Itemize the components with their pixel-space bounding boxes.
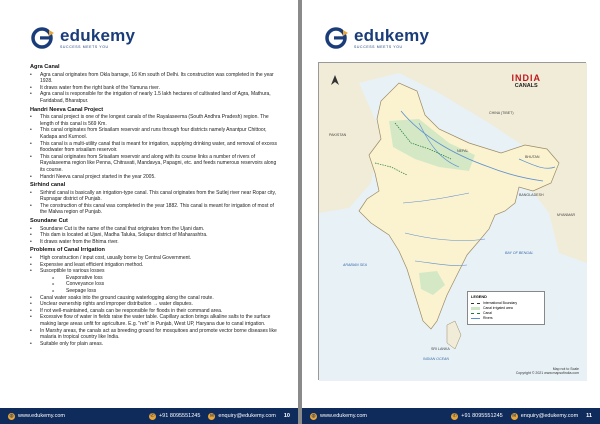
footer-email[interactable] (511, 413, 578, 420)
list-item: • This canal originates from Srisailam reservoir and along with its course links a number of rivers of Rayalaseema region like Penna, Chitravati, Mandavya, Papagni, etc. and feeds numerous reservoirs along its course. (30, 154, 282, 174)
footer-phone[interactable] (149, 413, 200, 420)
globe-icon: ◍ (311, 412, 316, 419)
sublist-item: o Conveyance loss (40, 281, 282, 288)
soundane-list (30, 226, 282, 246)
legend-label: Canal irrigated area (483, 306, 513, 310)
map-title-canals: CANALS (514, 83, 538, 89)
footer-email-text: enquiry@edukemy.com (218, 413, 276, 419)
page-number: 10 (283, 413, 290, 419)
sublist-item: o Evaporative loss (40, 275, 282, 282)
map-title (512, 73, 542, 89)
section-title-sirhind: Sirhind canal (30, 182, 66, 189)
edukemy-logo (30, 26, 135, 50)
list-item: • Excessive flow of water in fields raise the water table. Capillary action brings alkaline salts to the surface making large areas unfit for agriculture. E.g. "reh" in Punjab, West UP, Haryana due to canal irrigation. (30, 314, 282, 327)
section-title-agra: Agra Canal (30, 64, 60, 70)
page-number: 11 (586, 413, 592, 419)
phone-icon: ✆ (452, 412, 457, 419)
mail-icon: ✉ (512, 412, 517, 419)
list-item: • Canal water soaks into the ground causing waterlogging along the canal route. (30, 295, 282, 302)
label-bangladesh: BANGLADESH (519, 193, 544, 197)
list-item: • This dam is located at Ujani, Madha Taluka, Solapur district of Maharashtra. (30, 232, 282, 239)
legend-item (471, 301, 541, 305)
list-item: • Agra canal originates from Okla barrage, 16 Km south of Delhi. Its construction was completed in the year 1928. (30, 72, 282, 85)
list-item: • In Marshy areas, the canals act as breeding ground for mosquitoes and promote vector borne diseases like malaria in tropical country like India. (30, 328, 282, 341)
section-title-handri: Handri Neeva Canal Project (30, 106, 104, 113)
list-item: • It draws water from the Bhima river. (30, 239, 282, 246)
list-item: • Handri Neeva canal project started in the year 2005. (30, 174, 282, 181)
section-title-soundane: Soundane Cut (30, 218, 68, 225)
problems-list (30, 255, 282, 347)
map-legend (467, 291, 545, 325)
left-page-content (30, 62, 282, 347)
brand-name: edukemy (60, 26, 136, 45)
list-item: • If not well-maintained, canals can be responsible for floods in their command area. (30, 308, 282, 315)
right-page (302, 0, 600, 424)
edukemy-logo-icon (30, 26, 56, 50)
legend-swatch-river (471, 318, 480, 319)
left-page (0, 0, 298, 424)
list-item: • High construction / input cost, usually borne by Central Government. (30, 255, 282, 262)
list-item: • Unclear ownership rights and improper distribution → water disputes. (30, 301, 282, 308)
section-title-problems: Problems of Canal Irrigation (30, 247, 105, 254)
list-item: • Soundane Cut is the name of the canal that originates from the Ujani dam. (30, 226, 282, 233)
brand-name: edukemy (354, 26, 430, 45)
label-pakistan: PAKISTAN (329, 133, 347, 137)
list-item: • This canal project is one of the longest canals of the Rayalaseema (South Andhra Pradesh) region. The length of this canal is 569 Km. (30, 114, 282, 127)
legend-label: Rivers (483, 316, 493, 320)
footer-phone[interactable] (451, 413, 502, 420)
label-nepal: NEPAL (457, 149, 469, 153)
legend-swatch-boundary (471, 303, 480, 304)
brand-tagline: SUCCESS MEETS YOU (60, 45, 109, 49)
map-credit (516, 367, 579, 375)
label-sri-lanka: SRI LANKA (431, 347, 450, 351)
label-bhutan: BHUTAN (525, 155, 540, 159)
legend-swatch-canal (471, 313, 480, 314)
legend-item (471, 311, 541, 315)
footer-website[interactable] (310, 413, 367, 420)
legend-title: LEGEND (471, 295, 487, 299)
footer-website[interactable] (8, 413, 65, 420)
map-copyright: Copyright © 2021 www.mapsofindia.com (515, 371, 579, 375)
legend-label: International Boundary (483, 301, 518, 305)
sublist-item: o Seepage loss (40, 288, 282, 295)
losses-sublist (40, 275, 282, 295)
page-footer (0, 408, 298, 424)
list-item: • This canal originates from Srisailam reservoir and runs through four districts namely Anantpur Chittoor, Kadapa and Kurnool. (30, 127, 282, 140)
phone-icon: ✆ (150, 412, 155, 419)
label-china: CHINA (TIBET) (489, 111, 514, 115)
scale-note: Map not to Scale (552, 367, 579, 371)
label-indian-ocean: INDIAN OCEAN (423, 357, 449, 361)
list-item (30, 268, 282, 294)
agra-list (30, 72, 282, 105)
handri-list (30, 114, 282, 180)
footer-website-text: www.edukemy.com (18, 413, 65, 419)
list-item: • The construction of this canal was completed in the year 1882. This canal is meant for irrigation of most of the Malwa region of Punjab. (30, 203, 282, 216)
footer-phone-text: +91 8095551245 (158, 413, 201, 419)
mail-icon: ✉ (209, 412, 215, 419)
legend-swatch-area (471, 307, 480, 310)
brand-tagline: SUCCESS MEETS YOU (354, 45, 403, 49)
legend-item (471, 316, 541, 320)
legend-label: Canal (483, 311, 492, 315)
label-arabian-sea: ARABIAN SEA (343, 263, 367, 267)
footer-email-text: enquiry@edukemy.com (520, 413, 579, 419)
india-canals-map (318, 62, 586, 380)
edukemy-logo (324, 26, 429, 50)
sirhind-list (30, 190, 282, 216)
list-item: • Agra canal is responsible for the irrigation of nearly 1.5 lakh hectares of cultivated land of Agra, Mathura, Faridabad, Bharatpur. (30, 91, 282, 104)
map-title-india: INDIA (511, 73, 541, 83)
list-item: • Sirhind canal is basically an irrigation-type canal. This canal originates from the Sutlej river near Ropar city, Rupnagar district of Punjab. (30, 190, 282, 203)
map-graphic (319, 63, 587, 381)
legend-item (471, 306, 541, 310)
list-item-text: Susceptible to various losses (40, 268, 105, 275)
list-item: • This canal is a multi-utility canal that is meant for irrigation, supplying drinking water, and removal of excess floodwater from srisailam reservoir. (30, 141, 282, 154)
page-footer (302, 408, 600, 424)
footer-website-text: www.edukemy.com (320, 413, 367, 419)
edukemy-logo-icon (324, 26, 350, 50)
globe-icon: ◍ (9, 412, 14, 419)
list-item: • Expensive and least efficient irrigation method. (30, 262, 282, 269)
footer-phone-text: +91 8095551245 (461, 413, 503, 419)
footer-email[interactable] (208, 413, 275, 420)
label-myanmar: MYANMAR (557, 213, 576, 217)
list-item: • Suitable only for plain areas. (30, 341, 282, 348)
label-bay-of-bengal: BAY OF BENGAL (505, 251, 534, 255)
list-item: • It draws water from the right bank of the Yamuna river. (30, 85, 282, 92)
